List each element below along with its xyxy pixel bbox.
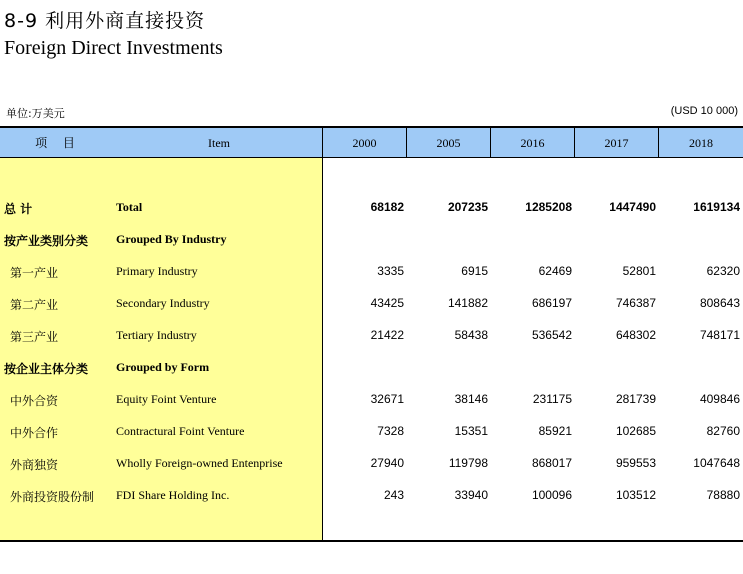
header-year-2017: 2017 bbox=[604, 136, 629, 150]
cell-value-2005: 207235 bbox=[447, 200, 488, 214]
cell-value-2018: 62320 bbox=[706, 264, 740, 278]
cell-value-2018: 409846 bbox=[699, 392, 740, 406]
row-label-cn: 中外合资 bbox=[10, 394, 59, 408]
cell-value-2017: 102685 bbox=[615, 424, 656, 438]
cell-value-2016: 1285208 bbox=[525, 200, 572, 214]
row-label-cn: 按企业主体分类 bbox=[4, 362, 89, 376]
header-year-2005: 2005 bbox=[436, 136, 461, 150]
row-label-cn: 外商投资股份制 bbox=[10, 490, 95, 504]
cell-value-2016: 231175 bbox=[532, 392, 572, 406]
table-title-cn: 8-9 利用外商直接投资 bbox=[4, 10, 206, 32]
cell-value-2018: 1047648 bbox=[693, 456, 740, 470]
cell-value-2018: 1619134 bbox=[693, 200, 740, 214]
table-row bbox=[0, 422, 743, 442]
header-year-2018: 2018 bbox=[689, 136, 713, 150]
header-item-cn: 项 目 bbox=[35, 136, 81, 150]
cell-value-2017: 281739 bbox=[615, 392, 656, 406]
row-label-en: Contractural Foint Venture bbox=[116, 424, 245, 438]
unit-label-en: (USD 10 000) bbox=[670, 105, 738, 117]
cell-value-2016: 868017 bbox=[531, 456, 572, 470]
row-label-en: Primary Industry bbox=[116, 264, 198, 278]
table-title-en: Foreign Direct Investments bbox=[4, 37, 223, 59]
cell-value-2005: 119798 bbox=[448, 456, 488, 470]
table-row bbox=[0, 262, 743, 282]
table-row bbox=[0, 326, 743, 346]
cell-value-2018: 748171 bbox=[699, 328, 740, 342]
cell-value-2005: 33940 bbox=[454, 488, 488, 502]
cell-value-2000: 27940 bbox=[370, 456, 404, 470]
table-row bbox=[0, 294, 743, 314]
cell-value-2000: 68182 bbox=[370, 200, 404, 214]
row-label-cn: 按产业类别分类 bbox=[4, 234, 89, 248]
row-label-en: Grouped by Form bbox=[116, 360, 210, 374]
cell-value-2018: 82760 bbox=[706, 424, 740, 438]
table-header bbox=[0, 128, 743, 158]
row-label-en: Total bbox=[116, 200, 143, 214]
cell-value-2000: 243 bbox=[383, 488, 404, 502]
cell-value-2017: 746387 bbox=[615, 296, 656, 310]
table-bottom-rule bbox=[0, 540, 743, 542]
table-row bbox=[0, 390, 743, 410]
row-label-en: FDI Share Holding Inc. bbox=[116, 488, 230, 502]
cell-value-2018: 808643 bbox=[699, 296, 740, 310]
row-label-en: Tertiary Industry bbox=[116, 328, 197, 342]
cell-value-2017: 103512 bbox=[615, 488, 656, 502]
cell-value-2005: 141882 bbox=[447, 296, 488, 310]
cell-value-2017: 959553 bbox=[615, 456, 656, 470]
table-row bbox=[0, 454, 743, 474]
header-item-en: Item bbox=[208, 136, 230, 150]
cell-value-2016: 536542 bbox=[531, 328, 572, 342]
cell-value-2017: 648302 bbox=[615, 328, 656, 342]
row-label-en: Secondary Industry bbox=[116, 296, 210, 310]
row-label-en: Grouped By Industry bbox=[116, 232, 227, 246]
cell-value-2000: 43425 bbox=[370, 296, 404, 310]
table-row bbox=[0, 358, 743, 378]
cell-value-2018: 78880 bbox=[706, 488, 740, 502]
table-row bbox=[0, 198, 743, 218]
cell-value-2000: 7328 bbox=[377, 424, 404, 438]
cell-value-2005: 58438 bbox=[454, 328, 488, 342]
cell-value-2005: 6915 bbox=[461, 264, 488, 278]
cell-value-2005: 15351 bbox=[454, 424, 488, 438]
row-label-cn: 第二产业 bbox=[10, 298, 59, 312]
row-label-cn: 第一产业 bbox=[10, 266, 59, 280]
cell-value-2016: 85921 bbox=[538, 424, 572, 438]
row-label-en: Wholly Foreign-owned Entenprise bbox=[116, 456, 283, 470]
cell-value-2017: 52801 bbox=[622, 264, 656, 278]
cell-value-2000: 3335 bbox=[377, 264, 404, 278]
cell-value-2000: 21422 bbox=[370, 328, 404, 342]
table-row bbox=[0, 230, 743, 250]
row-label-en: Equity Foint Venture bbox=[116, 392, 217, 406]
header-year-2016: 2016 bbox=[520, 136, 545, 150]
cell-value-2016: 100096 bbox=[531, 488, 572, 502]
cell-value-2000: 32671 bbox=[370, 392, 404, 406]
table-row bbox=[0, 486, 743, 506]
cell-value-2016: 686197 bbox=[531, 296, 572, 310]
row-label-cn: 第三产业 bbox=[10, 330, 59, 344]
row-label-cn: 总 计 bbox=[4, 202, 33, 216]
unit-label-cn: 单位:万美元 bbox=[6, 107, 65, 120]
row-label-cn: 外商独资 bbox=[10, 458, 59, 472]
cell-value-2016: 62469 bbox=[538, 264, 572, 278]
cell-value-2017: 1447490 bbox=[609, 200, 656, 214]
row-label-cn: 中外合作 bbox=[10, 426, 59, 440]
header-year-2000: 2000 bbox=[352, 136, 377, 150]
cell-value-2005: 38146 bbox=[454, 392, 488, 406]
